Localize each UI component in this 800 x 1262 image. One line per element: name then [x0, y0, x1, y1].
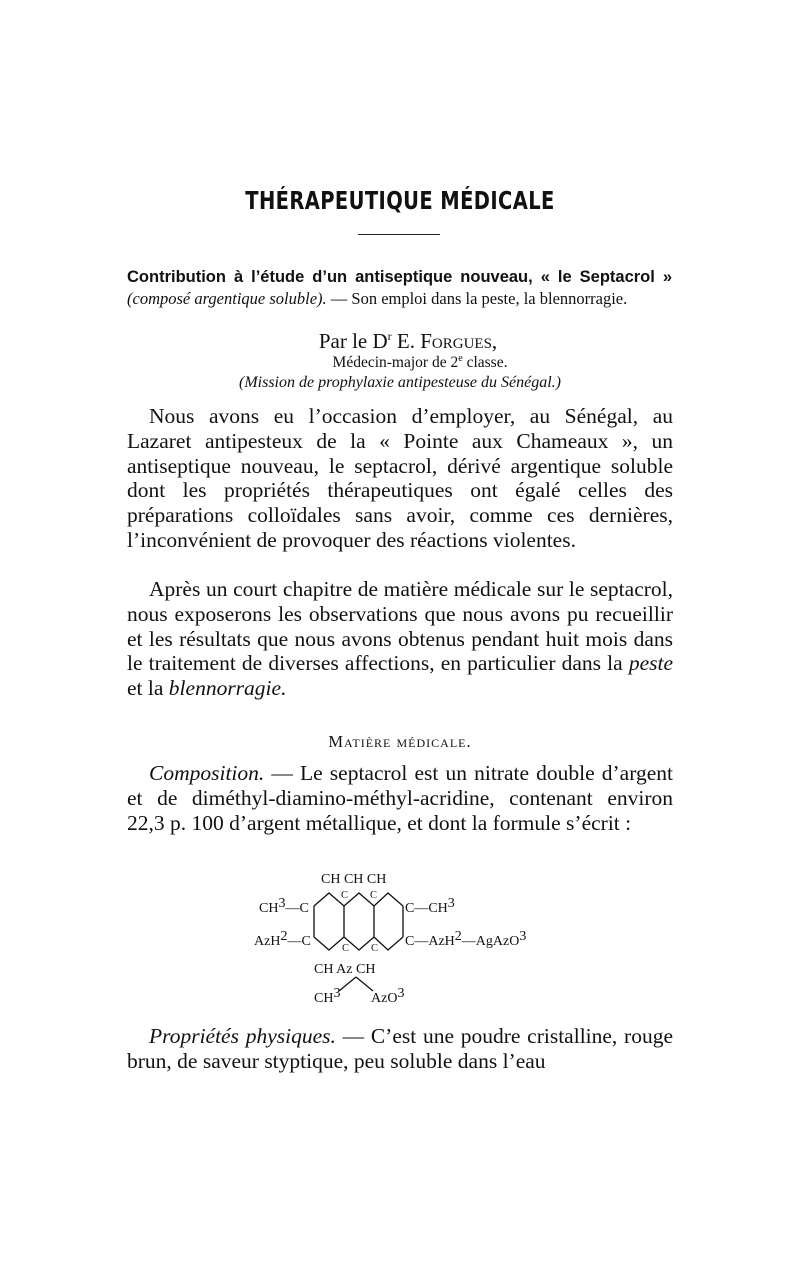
formula-bottom-c1: C [342, 943, 350, 954]
author-sup: r [387, 329, 392, 343]
article-title-italic: (composé argentique soluble). [127, 289, 327, 308]
subheading-matiere-medicale: Matière médicale. [328, 732, 472, 751]
formula-right-azh2: C—AzH2—AgAzO3 [405, 929, 527, 949]
formula-bottom-row: CH Az CH [314, 962, 376, 977]
rank-suffix: classe. [462, 354, 508, 372]
author-mission: (Mission de prophylaxie antipesteuse du Sénégal.) [239, 374, 561, 391]
p2-start: Après un court chapitre de matière médicale sur le septacrol, nous exposerons les observations que nous avons pu recueillir et les résultats que nous avons obtenus pendant huit mois dans le traitement de diverses affections, en particulier dans la [127, 577, 673, 676]
formula-azo3: AzO3 [371, 986, 405, 1006]
author-name: E. Forgues, [396, 329, 498, 353]
formula-rings [314, 893, 403, 991]
paragraph-outline [127, 577, 673, 701]
author-line [8, 329, 800, 354]
rank-sup: e [458, 353, 463, 364]
proprietes-label: Propriétés physiques. [149, 1024, 336, 1048]
formula-left-azh2: AzH2—C [254, 929, 311, 949]
article-title-bold: Contribution à l’étude d’un antiseptique nouveau, « le Septacrol » [127, 268, 672, 286]
formula-top-ch: CH CH CH [321, 872, 387, 887]
p2-mid: et la [127, 676, 169, 701]
title-divider [358, 234, 440, 235]
article-title-rest: — Son emploi dans la peste, la blennorragie. [326, 289, 628, 308]
formula-top-c2: C [370, 890, 378, 901]
proprietes-text: — C’est une poudre cristalline, rouge brun, de saveur styptique, peu soluble dans l’eau [127, 1024, 673, 1073]
composition-text: — Le septacrol est un nitrate double d’argent et de diméthyl-diamino-méthyl-acridine, contenant environ 22,3 p. 100 d’argent métallique, et dont la formule s’écrit : [127, 761, 673, 835]
author-rank [20, 353, 800, 372]
article-title [127, 266, 672, 309]
formula-right-ch3: C—CH3 [405, 896, 455, 916]
section-title: THÉRAPEUTIQUE MÉDICALE [245, 186, 555, 215]
formula-ch3-bottom: CH3 [314, 986, 341, 1006]
paragraph-intro: Nous avons eu l’occasion d’employer, au Sénégal, au Lazaret antipesteux de la « Pointe aux Chameaux », un antiseptique nouveau, le septacrol, dérivé argentique soluble dont les propriétés thérapeutiques ont égalé celles des préparations colloïdales sans avoir, comme ces dernières, l’inconvénient de provoquer des réactions violentes. [127, 404, 673, 552]
rank-prefix: Médecin-major de 2 [332, 354, 459, 372]
paragraph-proprietes [127, 1024, 673, 1074]
formula-bottom-c2: C [371, 943, 379, 954]
composition-label: Composition. [149, 761, 265, 785]
author-prefix: Par le D [318, 329, 388, 353]
paragraph-composition [127, 761, 673, 835]
p2-peste: peste [628, 651, 673, 676]
formula-left-ch3: CH3—C [259, 896, 309, 916]
formula-top-c1: C [341, 890, 349, 901]
p2-blennorragie: blennorragie. [168, 676, 287, 701]
